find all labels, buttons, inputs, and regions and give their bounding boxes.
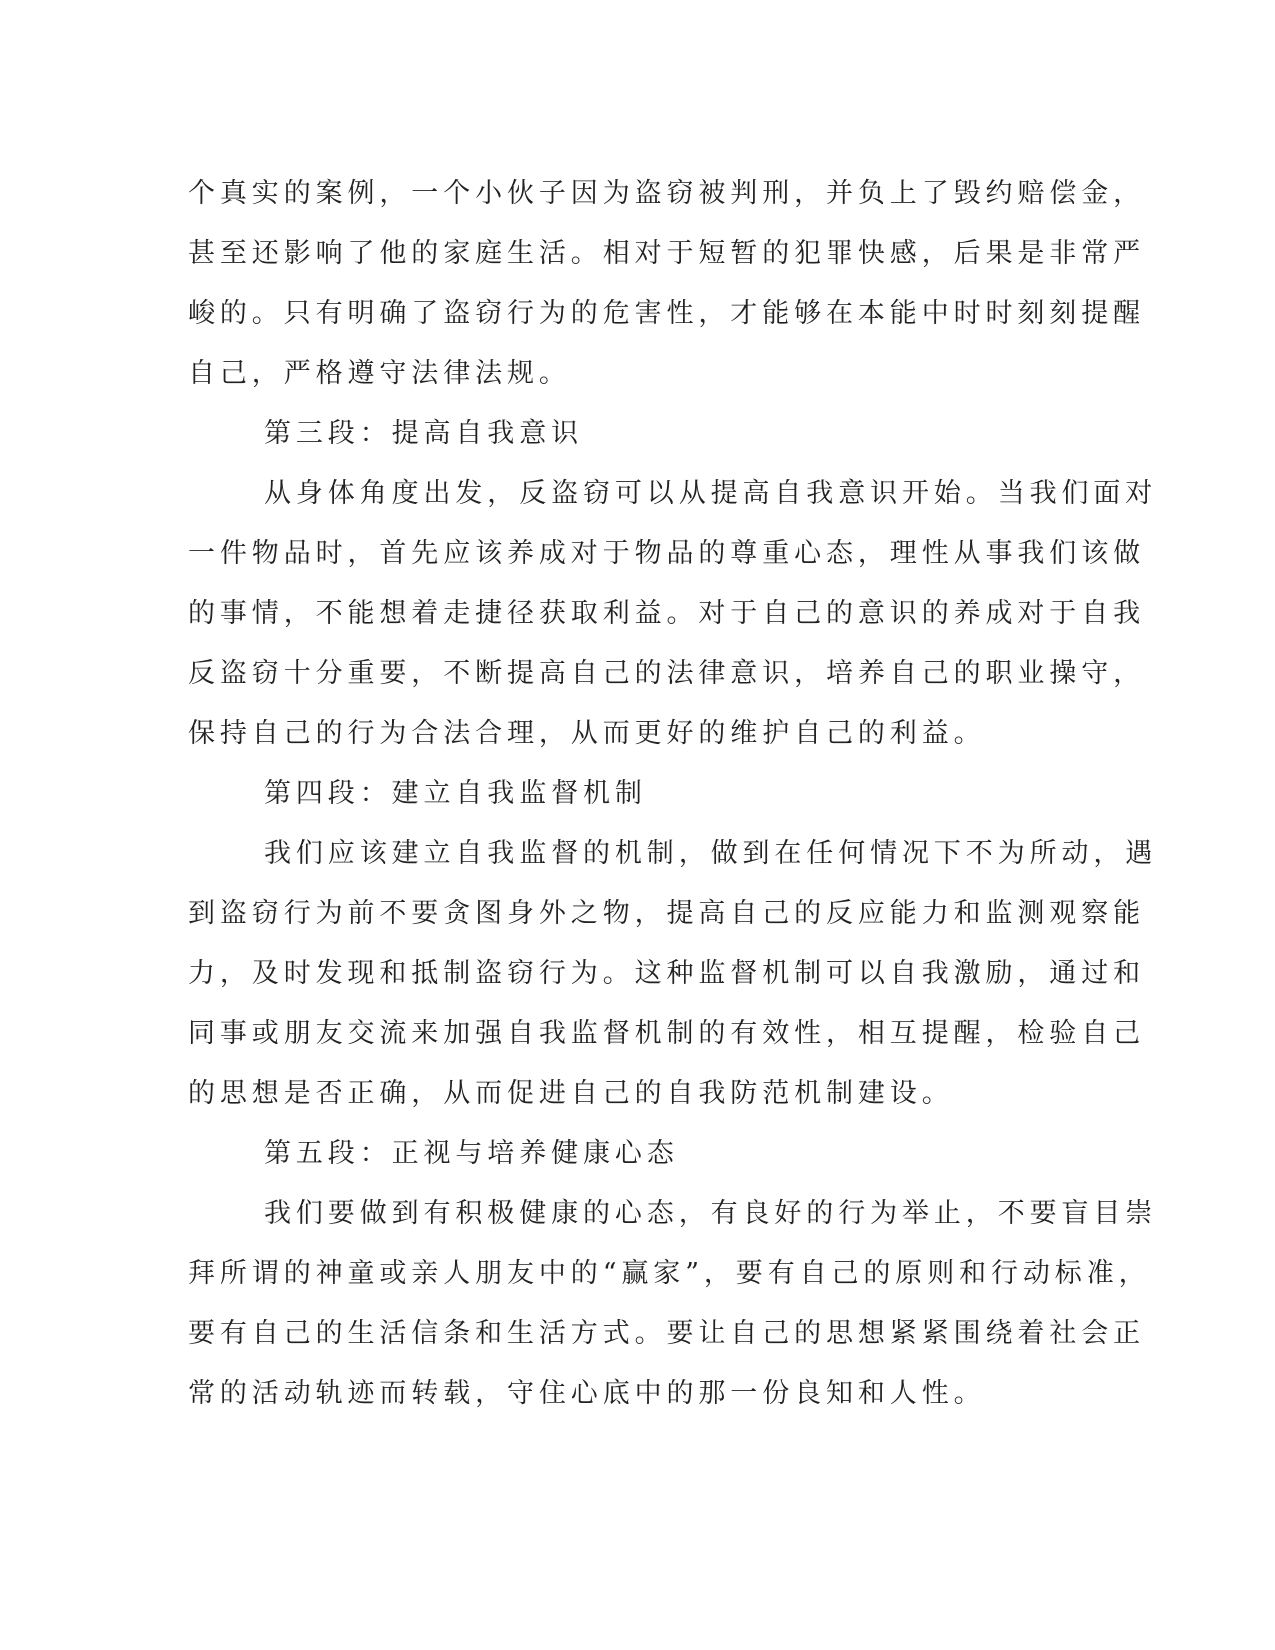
text-line: 甚至还影响了他的家庭生活。相对于短暂的犯罪快感，后果是非常严 [188,238,1145,269]
text-line: 拜所谓的神童或亲人朋友中的“赢家”，要有自己的原则和行动标准， [188,1258,1151,1289]
text-line: 力，及时发现和抵制盗窃行为。这种监督机制可以自我激励，通过和 [188,958,1145,989]
section-heading: 第五段：正视与培养健康心态 [264,1138,679,1169]
document-body [188,164,1158,1424]
text-line: 自己，严格遵守法律法规。 [188,358,571,389]
text-line: 到盗窃行为前不要贪图身外之物，提高自己的反应能力和监测观察能 [188,898,1145,929]
section-heading: 第四段：建立自我监督机制 [264,778,647,809]
text-line: 我们应该建立自我监督的机制，做到在任何情况下不为所动，遇 [264,838,1158,869]
text-line: 从身体角度出发，反盗窃可以从提高自我意识开始。当我们面对 [264,478,1158,509]
text-line: 常的活动轨迹而转载，守住心底中的那一份良知和人性。 [188,1378,986,1409]
text-line: 的事情，不能想着走捷径获取利益。对于自己的意识的养成对于自我 [188,598,1145,629]
text-line: 反盗窃十分重要，不断提高自己的法律意识，培养自己的职业操守， [188,658,1145,689]
text-line: 我们要做到有积极健康的心态，有良好的行为举止，不要盲目崇 [264,1198,1158,1229]
text-line: 要有自己的生活信条和生活方式。要让自己的思想紧紧围绕着社会正 [188,1318,1145,1349]
text-line: 峻的。只有明确了盗窃行为的危害性，才能够在本能中时时刻刻提醒 [188,298,1145,329]
section-heading: 第三段：提高自我意识 [264,418,583,449]
text-line: 的思想是否正确，从而促进自己的自我防范机制建设。 [188,1078,954,1109]
text-line: 保持自己的行为合法合理，从而更好的维护自己的利益。 [188,718,986,749]
text-line: 一件物品时，首先应该养成对于物品的尊重心态，理性从事我们该做 [188,538,1145,569]
text-line: 个真实的案例，一个小伙子因为盗窃被判刑，并负上了毁约赔偿金， [188,178,1145,209]
text-line: 同事或朋友交流来加强自我监督机制的有效性，相互提醒，检验自己 [188,1018,1145,1049]
